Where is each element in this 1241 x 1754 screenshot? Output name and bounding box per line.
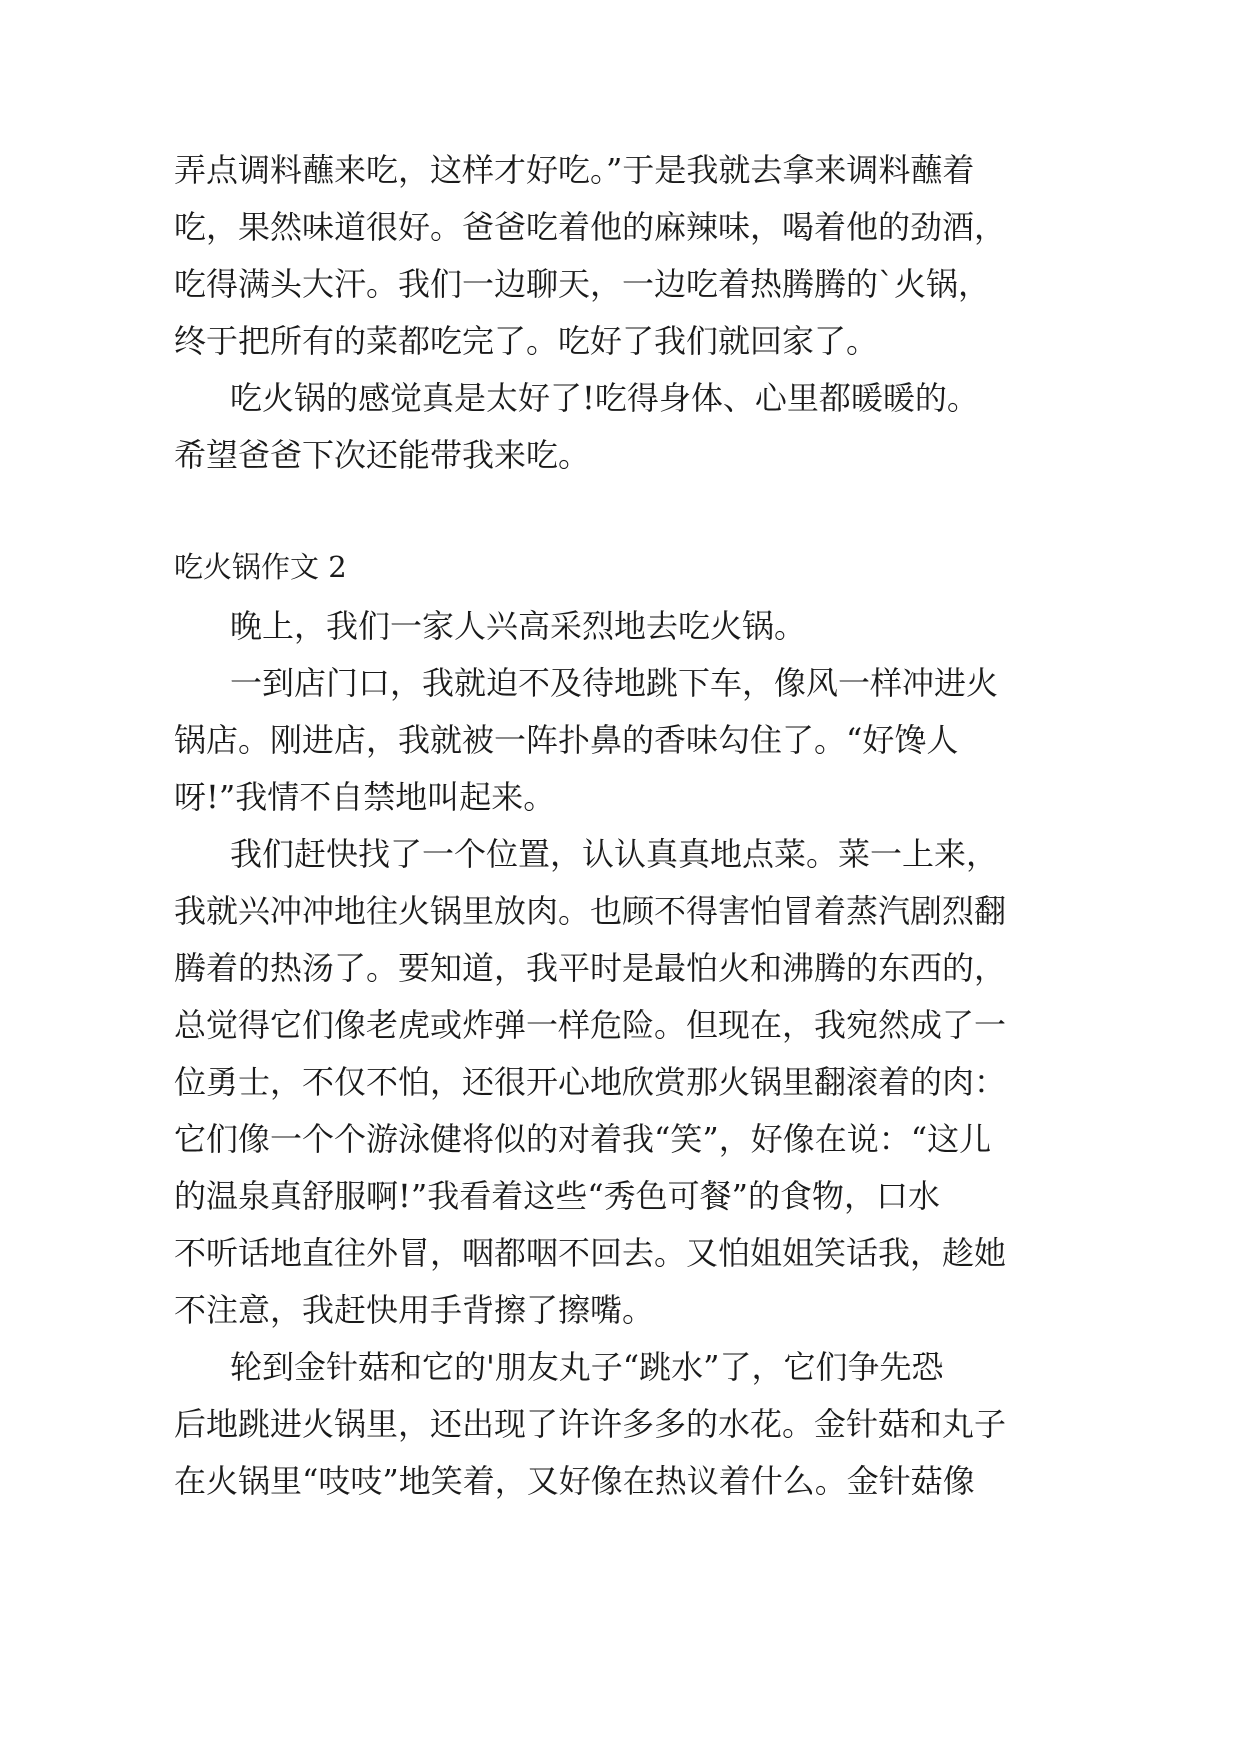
text-line: 轮到金针菇和它的'朋友丸子“跳水”了，它们争先恐 [230,1348,944,1386]
text-line: 弄点调料蘸来吃，这样才好吃。”于是我就去拿来调料蘸着 [174,151,975,189]
text-line: 位勇士，不仅不怕，还很开心地欣赏那火锅里翻滚着的肉： [174,1063,1007,1101]
section-title: 吃火锅作文 2 [174,550,347,584]
text-line: 的温泉真舒服啊!”我看着这些“秀色可餐”的食物，口水 [174,1177,940,1215]
text-line: 不注意，我赶快用手背擦了擦嘴。 [174,1291,655,1329]
text-line: 呀!”我情不自禁地叫起来。 [174,778,556,816]
text-line: 锅店。刚进店，我就被一阵扑鼻的香味勾住了。“好馋人 [174,721,959,759]
text-line: 吃火锅的感觉真是太好了!吃得身体、心里都暖暖的。 [230,379,979,417]
text-line: 总觉得它们像老虎或炸弹一样危险。但现在，我宛然成了一 [174,1006,1007,1044]
text-line: 后地跳进火锅里，还出现了许许多多的水花。金针菇和丸子 [174,1405,1007,1443]
text-line: 希望爸爸下次还能带我来吃。 [174,436,591,474]
text-line: 腾着的热汤了。要知道，我平时是最怕火和沸腾的东西的， [174,949,1007,987]
text-line: 不听话地直往外冒，咽都咽不回去。又怕姐姐笑话我，趁她 [174,1234,1007,1272]
text-line: 终于把所有的菜都吃完了。吃好了我们就回家了。 [174,322,879,360]
text-line: 我就兴冲冲地往火锅里放肉。也顾不得害怕冒着蒸汽剧烈翻 [174,892,1007,930]
text-line: 晚上，我们一家人兴高采烈地去吃火锅。 [230,607,807,645]
text-line: 一到店门口，我就迫不及待地跳下车，像风一样冲进火 [230,664,999,702]
text-line: 吃得满头大汗。我们一边聊天，一边吃着热腾腾的`火锅， [174,265,991,303]
text-line: 在火锅里“吱吱”地笑着，又好像在热议着什么。金针菇像 [174,1462,975,1500]
text-line: 它们像一个个游泳健将似的对着我“笑”，好像在说：“这儿 [174,1120,992,1158]
text-line: 我们赶快找了一个位置，认认真真地点菜。菜一上来， [230,835,999,873]
text-line: 吃，果然味道很好。爸爸吃着他的麻辣味，喝着他的劲酒， [174,208,1007,246]
